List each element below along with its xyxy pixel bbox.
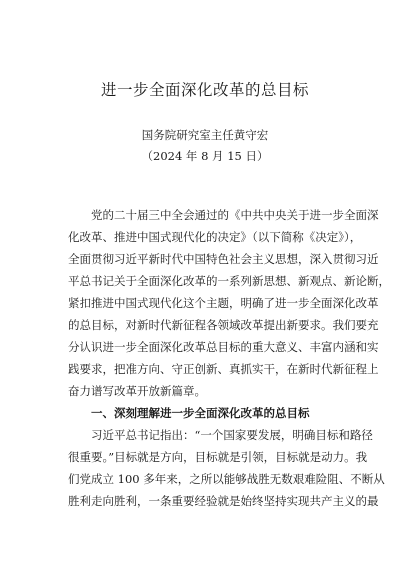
section-heading: 一、深刻理解进一步全面深化改革的总目标 (91, 406, 310, 420)
paragraph-line: 全面贯彻习近平新时代中国特色社会主义思想，深入贯彻习近 (68, 252, 379, 266)
document-author: 国务院研究室主任黄守宏 (141, 128, 269, 142)
paragraph-line: 紧扣推进中国式现代化这个主题，明确了进一步全面深化改革 (68, 296, 379, 310)
paragraph-line: 胜利走向胜利，一条重要经验就是始终坚持实现共产主义的最 (68, 494, 379, 508)
paragraph-line: 分认识进一步全面深化改革总目标的重大意义、丰富内涵和实 (68, 340, 379, 354)
paragraph-line: 奋力谱写改革开放新篇章。 (68, 384, 206, 398)
paragraph-line: 化改革、推进中国式现代化的决定》（以下简称《决定》）， (68, 230, 362, 244)
paragraph-line: 平总书记关于全面深化改革的一系列新思想、新观点、新论断， (68, 274, 390, 288)
paragraph-line: 很重要。”目标就是方向，目标就是引领，目标就是动力。我 (68, 450, 368, 464)
paragraph-line: 习近平总书记指出：“一个国家要发展，明确目标和路径 (91, 428, 373, 442)
document-date: （2024 年 8 月 15 日） (141, 149, 269, 163)
paragraph-line: 们党成立 100 多年来，之所以能够战胜无数艰难险阻、不断从 (68, 472, 385, 486)
paragraph-line: 党的二十届三中全会通过的《中共中央关于进一步全面深 (91, 208, 379, 222)
paragraph-line: 的总目标，对新时代新征程各领域改革提出新要求。我们要充 (68, 318, 379, 332)
document-title: 进一步全面深化改革的总目标 (100, 81, 309, 99)
paragraph-line: 践要求，把准方向、守正创新、真抓实干，在新时代新征程上 (68, 362, 379, 376)
